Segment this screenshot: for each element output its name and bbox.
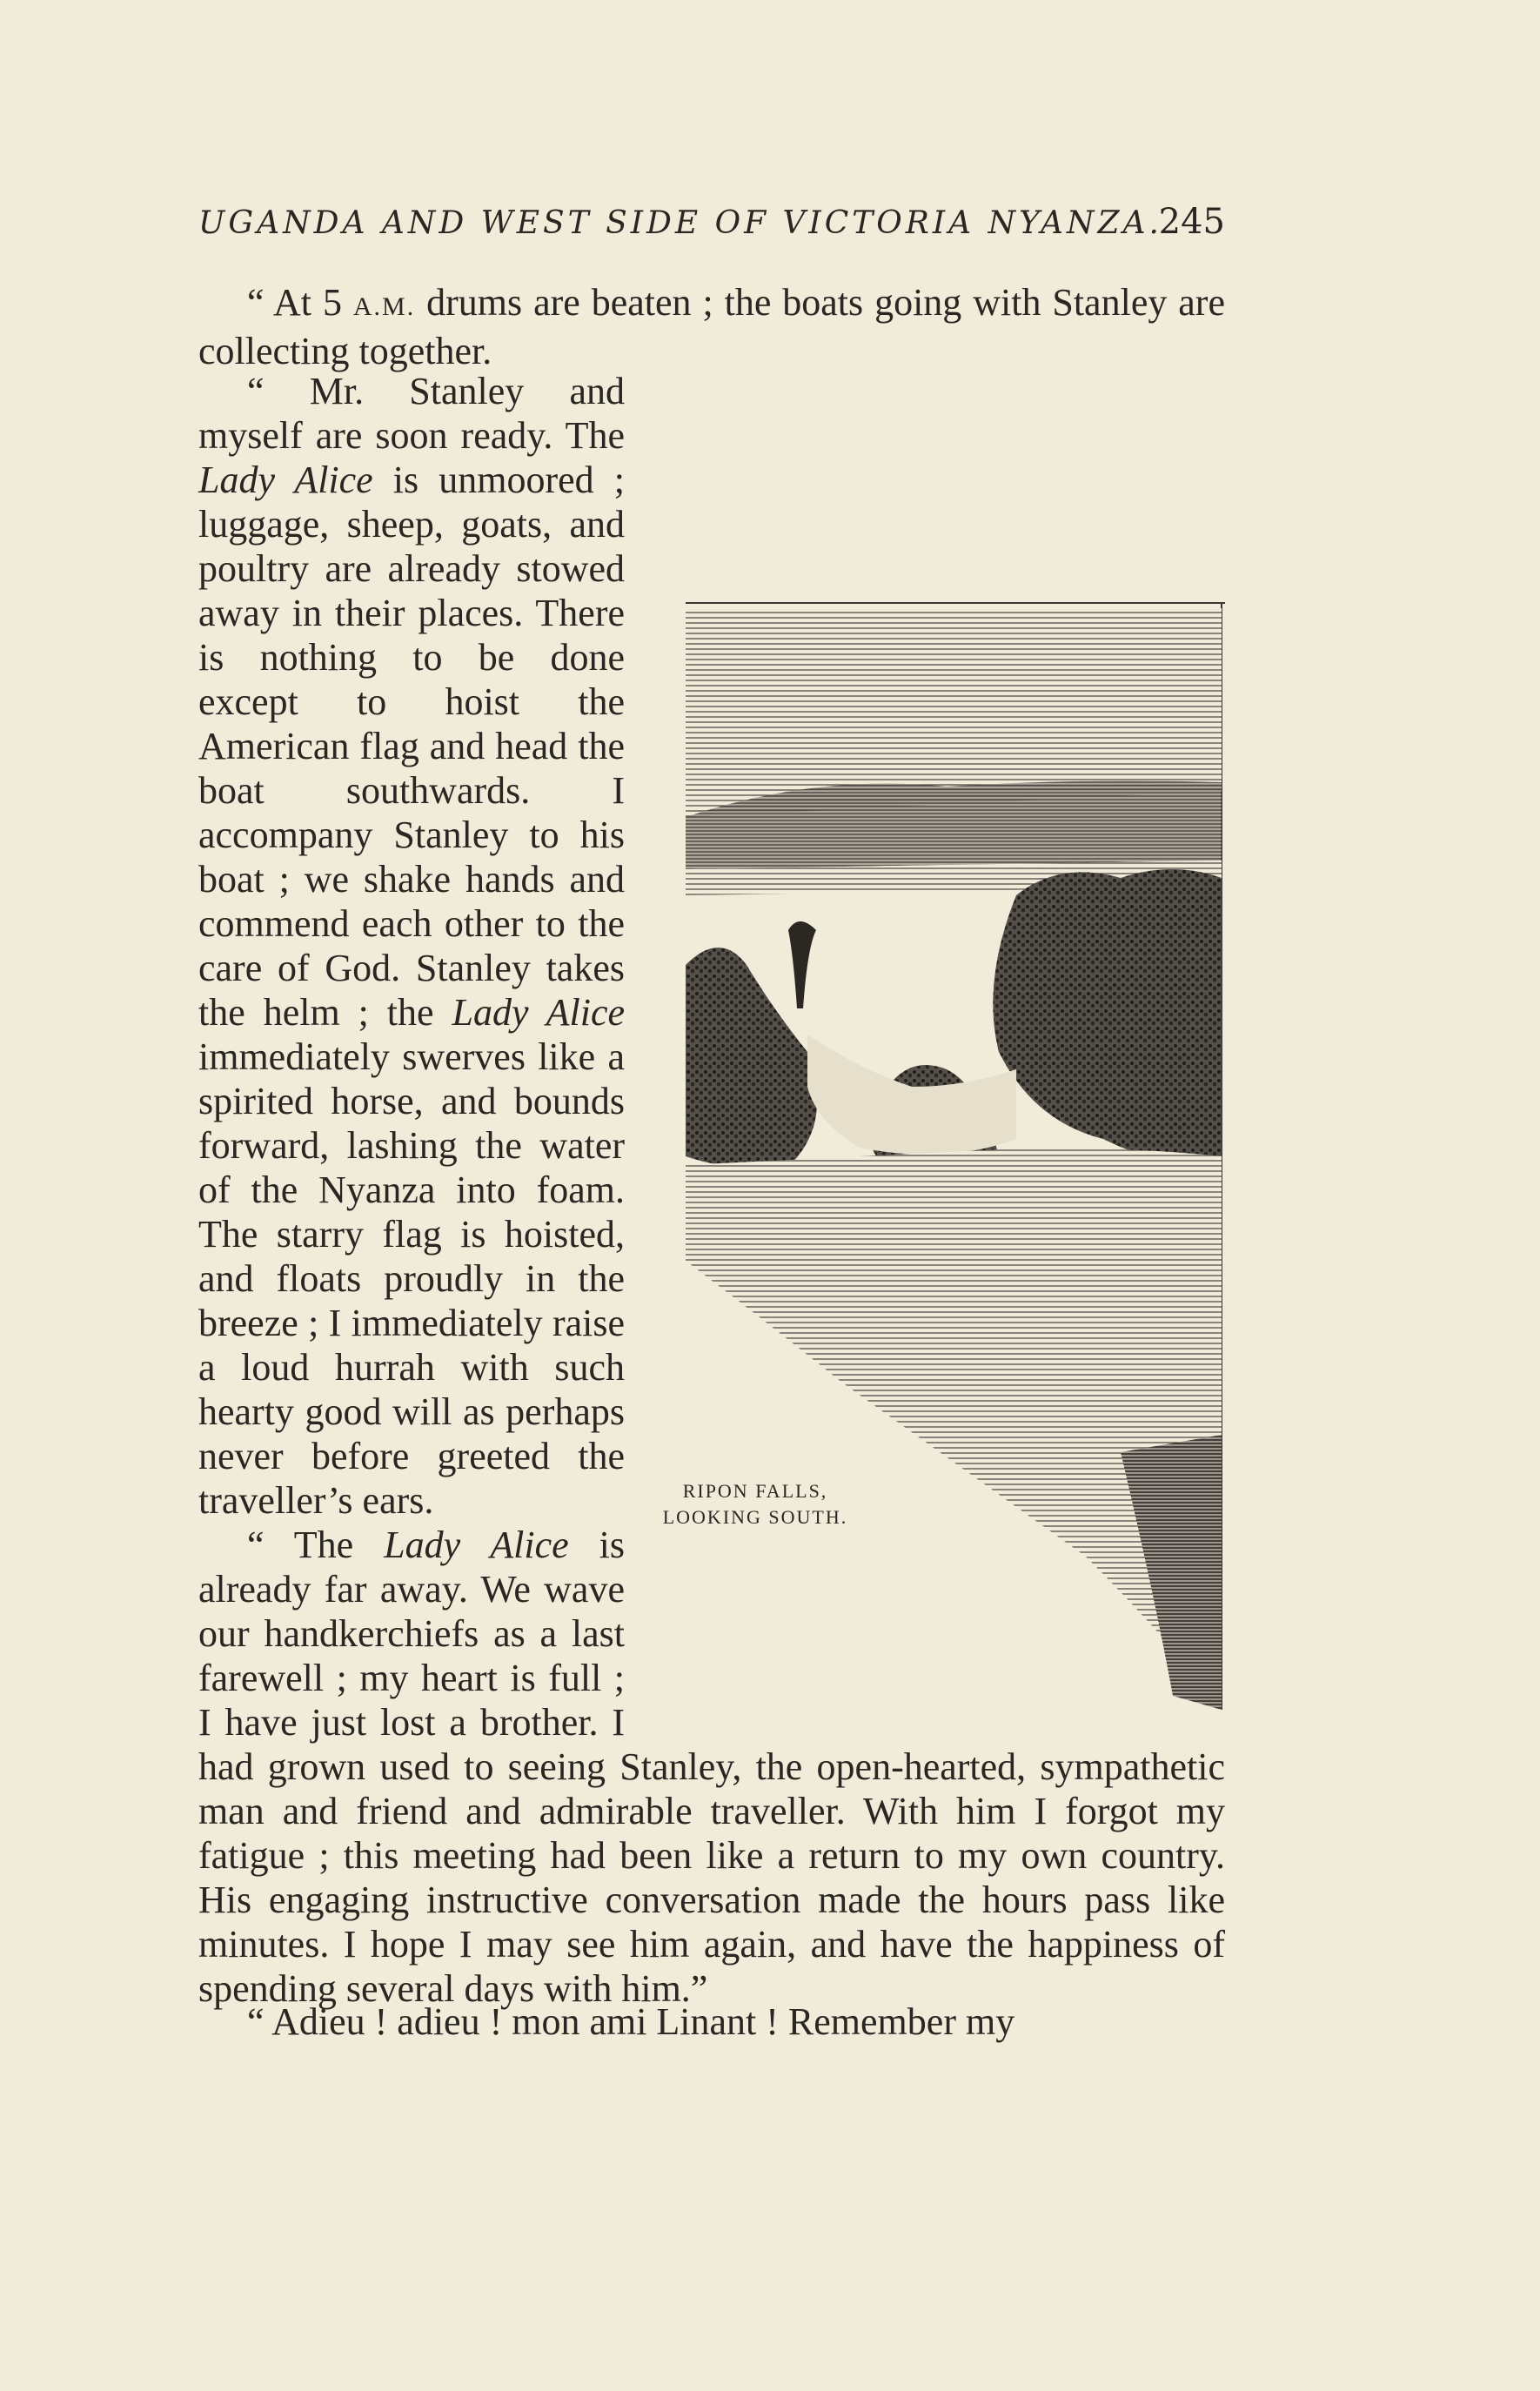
paragraph: “ At 5 A.M. drums are beaten ; the boats going with Stanley are collecting together. <box>198 281 1225 372</box>
paragraph: “ Mr. Stanley and myself are soon ready. The Lady Alice is unmoored ; luggage, sheep, goats, and poultry are already stowed away in their places. There is nothing to be done except to hoist the American flag and head the boat southwards. I accompany Stanley to his boat ; we shake hands and commend each other to the care of God. Stanley takes the helm ; the Lady Alice immediately swerves like a spirited horse, and bounds forward, lashing the water of the Nyanza into foam. The starry flag is hoisted, and floats proudly in the breeze ; I immediately raise a loud hurrah with such hearty good will as perhaps never before greeted the traveller’s ears. <box>198 370 625 1522</box>
page-number: 245 <box>1158 202 1225 242</box>
closing-paragraph <box>198 1999 1225 2044</box>
boat-name: Lady Alice <box>452 991 625 1034</box>
illustration-caption <box>625 1478 886 1530</box>
paragraph: “ Adieu ! adieu ! mon ami Linant ! Remember my <box>247 2000 1015 2043</box>
boat-name: Lady Alice <box>384 1524 569 1566</box>
caption-line: LOOKING SOUTH. <box>662 1506 848 1528</box>
running-title: UGANDA AND WEST SIDE OF VICTORIA NYANZA. <box>198 205 1162 241</box>
caption-line: RIPON FALLS, <box>682 1480 828 1502</box>
paragraph: “ The Lady Alice is already far away. We wave our handkerchiefs as a last farewell ; my heart is full ; I have just lost a brother. I had grown used to seeing Stanley, the open-hearted, sympathetic man and friend and admirable traveller. With him I forgot my fatigue ; this meeting had been like a return to my own country. His engaging instructive conversation made the hours pass like minutes. I hope I may see him again, and have the happiness of spending several days with him.” <box>198 1524 1225 2010</box>
boat-name: Lady Alice <box>198 459 373 501</box>
page-header <box>198 198 1225 251</box>
time-abbr: A.M. <box>352 292 416 321</box>
ripon-falls-engraving <box>686 599 1225 1710</box>
illustration-frame <box>660 599 1225 1710</box>
opening-paragraphs <box>198 280 1225 373</box>
main-text <box>198 369 1225 2011</box>
